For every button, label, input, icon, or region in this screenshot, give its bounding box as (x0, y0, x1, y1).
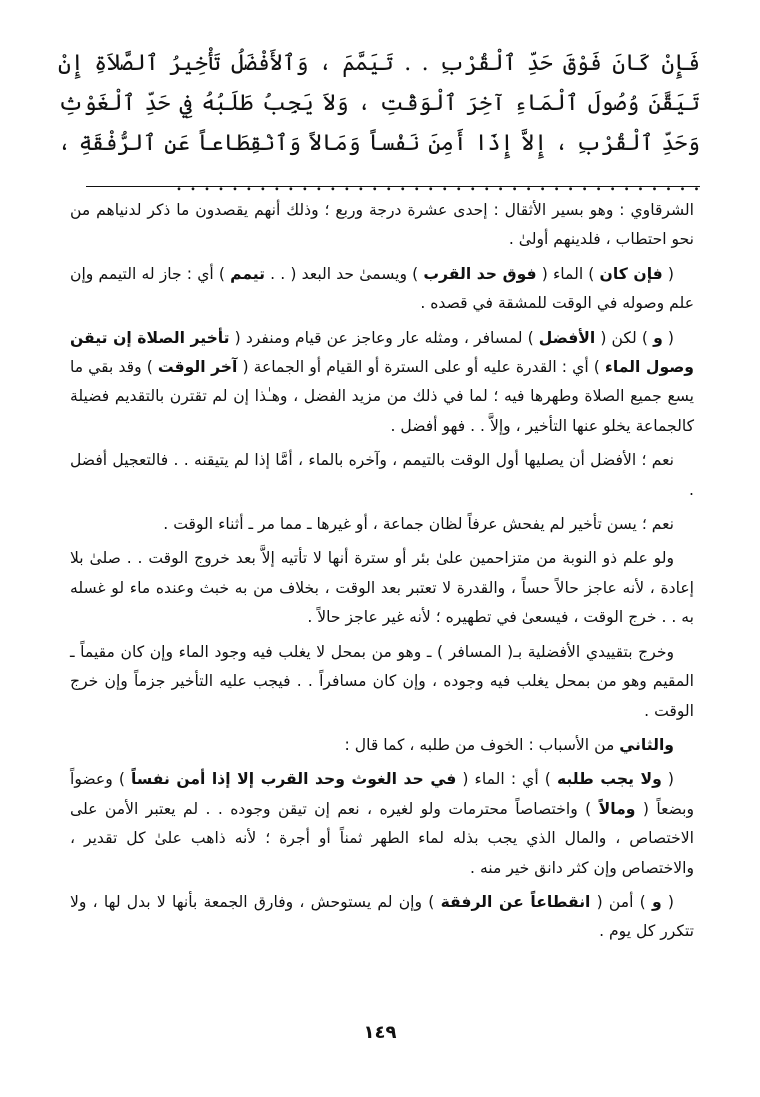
matn-line-1: فَإِنْ كَانَ فَوْقَ حَدِّ ٱلْقُرْبِ . . تَيَمَّمَ ، وَٱلأَفْضَلُ تَأْخِيرُ ٱلصَّلاَةِ إِنْ تَيَقَّنَ وُصُولَ ٱلْمَاءِ (58, 51, 700, 116)
paragraph-10 (70, 888, 694, 947)
text-run: ) أمن ( (590, 892, 652, 911)
text-run: ) الماء ( (536, 264, 600, 283)
paragraph-6: ولو علم ذو النوبة من متزاحمين علىٰ بئر أو سترة أنها لا تأتيه إلاَّ بعد خروج الوقت . . صلىٰ بلا إعادة ، لأنه عاجز حالاً حساً ، والقدرة لا تعتبر بعد الوقت ، بخلاف من به خبث وعنده ماء لو غسله به . . خرج الوقت ، فيسعىٰ في تطهيره ؛ لأنه غير عاجز حالاً . (70, 549, 694, 627)
text-run: ) لمسافر ، ومثله عار وعاجز عن قيام ومنفرد ( (229, 328, 539, 347)
text-run: ) وعضواً وبضعاً ( (70, 770, 694, 818)
bold-run: آخر الوقت (157, 358, 238, 377)
paragraph-5: نعم ؛ يسن تأخير لم يفحش عرفاً لظان جماعة ، أو غيرها ـ مما مر ـ أثناء الوقت . (163, 515, 674, 534)
text-run: ( (661, 892, 674, 911)
paragraph-8 (70, 731, 694, 760)
commentary-text (70, 196, 694, 952)
paragraph-9 (70, 765, 694, 883)
bold-run: ومالاً (598, 799, 636, 818)
bold-run: في حد الغوث وحد القرب إلا إذا أمن نفساً (131, 770, 457, 789)
text-run: ) أي : القدرة عليه أو على السترة أو القيام أو الجماعة ( (237, 358, 605, 377)
text-run: ) وقد بقي ما يسع جميع الصلاة وطهرها فيه ؛ لما في ذلك من مزيد الفضل ، وهـٰذا إن لم تقترن بالتقديم فضيلة كالجماعة يخلو عنها التأخير ، وإلاَّ . . فهو أفضل . (70, 358, 694, 435)
bold-run: فإن كان (599, 264, 663, 283)
bold-run: و (653, 328, 663, 347)
text-run: ) وإن لم يستوحش ، وفارق الجمعة بأنها لا بدل لها ، ولا تتكرر كل يوم . (70, 892, 694, 941)
text-run: ) أي : جاز له التيمم وإن علم وصوله في الوقت للمشقة في قصده . (70, 264, 694, 313)
text-run: ( (661, 770, 674, 789)
bold-run: تأخير الصلاة إن تيقن وصول الماء (70, 328, 694, 377)
matn-text (58, 44, 700, 204)
matn-dots: . . . . . . . . . . . . . . . . . . . . . . . . . . . . . . . . . . . . . . (175, 171, 700, 196)
bold-run: تيمم (230, 264, 266, 283)
text-run: ) لكن ( (595, 328, 654, 347)
page-number: ١٤٩ (363, 1022, 397, 1043)
matn-line-2: آخِرَ ٱلْوَقْتِ ، وَلاَ يَجِبُ طَلَبُهُ فِي حَدِّ ٱلْغَوْثِ وَحَدِّ ٱلْقُرْبِ ، إِلاَّ إِذَا أَمِنَ نَفْساً وَمَالاً (58, 91, 701, 156)
paragraph-1: الشرقاوي : وهو بسير الأثقال : إحدى عشرة درجة وربع ؛ وذلك أنهم يقصدون ما ذكر لدنياهم من نحو احتطاب ، فلدينهم أولىٰ . (70, 201, 694, 249)
separator-line (86, 186, 700, 187)
bold-run: انقطاعاً عن الرفقة (440, 892, 591, 911)
paragraph-3 (70, 324, 694, 442)
text-run: من الأسباب : الخوف من طلبه ، كما قال : (344, 735, 620, 754)
matn-line-3: وَٱنْقِطَاعاً عَنِ ٱلرُّفْقَةِ ، (58, 131, 302, 156)
paragraph-2 (70, 260, 694, 319)
text-run: ) أي : الماء ( (456, 770, 557, 789)
text-run: ) ويسمىٰ حد البعد ( . . (265, 264, 424, 283)
bold-run: و (651, 892, 662, 911)
bold-run: الأفضل (538, 328, 596, 347)
bold-run: ولا يجب طلبه (556, 770, 662, 789)
bold-run: فوق حد القرب (423, 264, 537, 283)
text-run: ( (662, 264, 674, 283)
bold-run: والثاني (619, 735, 674, 754)
text-run: ) واختصاصاً محترمات ولو لغيره ، نعم إن تيقن وجوده . . لم يعتبر الأمن على الاختصاص ، والمال الذي يجب بذله لماء الطهر ثمناً أو أجرة ؛ لأنه ذاهب علىٰ كل تقدير ، والاختصاص وإن كثر دانق خير منه . (70, 799, 694, 877)
text-run: ( (662, 328, 674, 347)
paragraph-4: نعم ؛ الأفضل أن يصليها أول الوقت بالتيمم ، وآخره بالماء ، أمَّا إذا لم يتيقنه . . فالتعجيل أفضل . (70, 451, 694, 499)
paragraph-7: وخرج بتقييدي الأفضلية بـ( المسافر ) ـ وهو من بمحل لا يغلب فيه وجود الماء وإن كان مقيماً ـ المقيم وهو من بمحل يغلب فيه وجوده ، وإن كان مسافراً . . فيجب عليه التأخير جزماً وإن خرج الوقت . (70, 642, 694, 720)
